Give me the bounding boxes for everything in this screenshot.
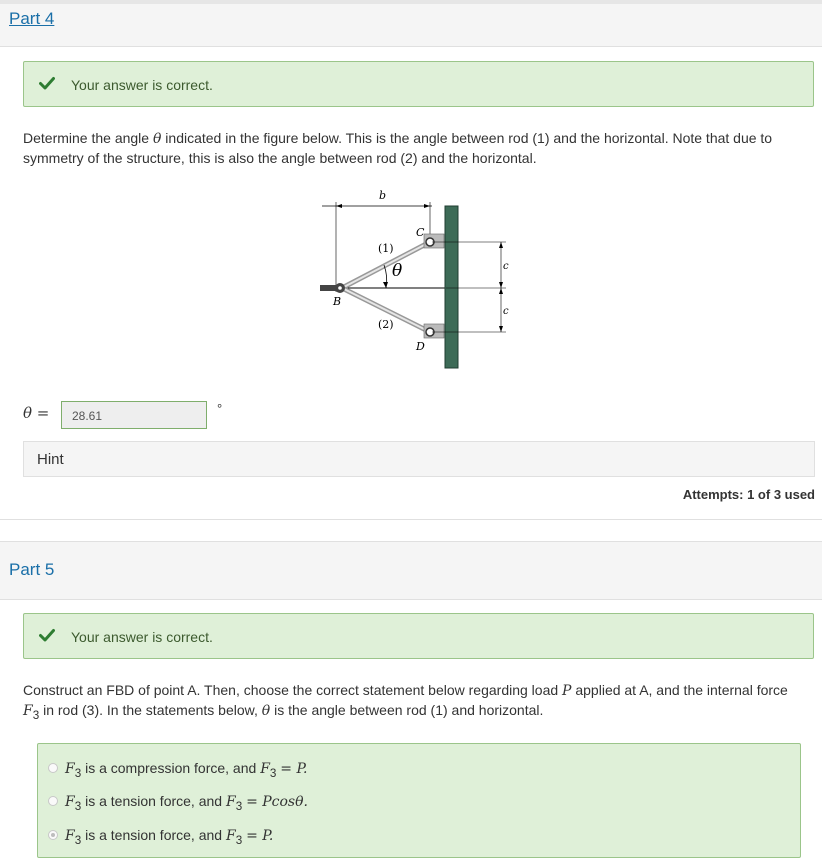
option-compression[interactable]: $F_3$ is a compression force, and $F_3 = P$. (48, 760, 308, 780)
radio-button[interactable] (48, 763, 58, 773)
part-divider (0, 519, 822, 520)
structure-figure (312, 184, 512, 374)
part5-feedback-text: Your answer is correct. (71, 629, 213, 645)
joint-b (320, 283, 345, 293)
part5-feedback-banner (23, 613, 814, 659)
hint-toggle[interactable] (23, 441, 815, 477)
bracket-d (424, 324, 444, 338)
part5-header (0, 541, 822, 600)
attempts-counter: Attempts: 1 of 3 used (682, 487, 815, 502)
part4-question: Determine the angle θ indicated in the figure below. This is the angle between rod (1) and the horizontal. Note that due to symmetry of the structure, this is also the angle between rod (2) and the horizontal. (23, 130, 773, 166)
label-c-point: C (416, 226, 425, 239)
checkmark-icon (39, 627, 55, 643)
radio-button[interactable] (48, 796, 58, 806)
label-rod-1: (1) (378, 242, 394, 255)
dimension-c (432, 242, 506, 332)
part5-title-link[interactable]: Part 5 (9, 560, 55, 579)
label-c-dim-top: c (503, 261, 509, 272)
theta-answer-label: θ = (23, 404, 50, 422)
part4-feedback-text: Your answer is correct. (71, 77, 213, 93)
label-rod-2: (2) (378, 318, 394, 331)
label-b: b (379, 189, 387, 202)
label-c-dim-bottom: c (503, 306, 509, 317)
label-theta: θ (392, 261, 403, 281)
support-wall (445, 206, 458, 368)
part5-question: Construct an FBD of point A. Then, choose the correct statement below regarding load P applied at A, and the internal force $F_3$ in rod (3). In the statements below, θ is the angle between rod (1) and horizontal. (23, 682, 788, 722)
part4-header (0, 4, 822, 47)
option-tension-cos[interactable]: $F_3$ is a tension force, and $F_3 = Pcos\theta$. (48, 793, 308, 813)
degree-unit-label: ° (217, 401, 223, 416)
radio-button-selected[interactable] (48, 830, 58, 840)
part4-title-link[interactable]: Part 4 (9, 9, 55, 28)
theta-answer-input[interactable]: 28.61 (61, 401, 207, 429)
part4-feedback-banner (23, 61, 814, 107)
label-b-point: B (333, 295, 342, 308)
bracket-c (424, 234, 444, 248)
checkmark-icon (39, 75, 55, 91)
hint-label: Hint (37, 451, 64, 468)
label-d-point: D (416, 340, 425, 353)
answer-options (37, 743, 801, 858)
option-tension-p[interactable]: $F_3$ is a tension force, and $F_3 = P$. (48, 827, 273, 847)
